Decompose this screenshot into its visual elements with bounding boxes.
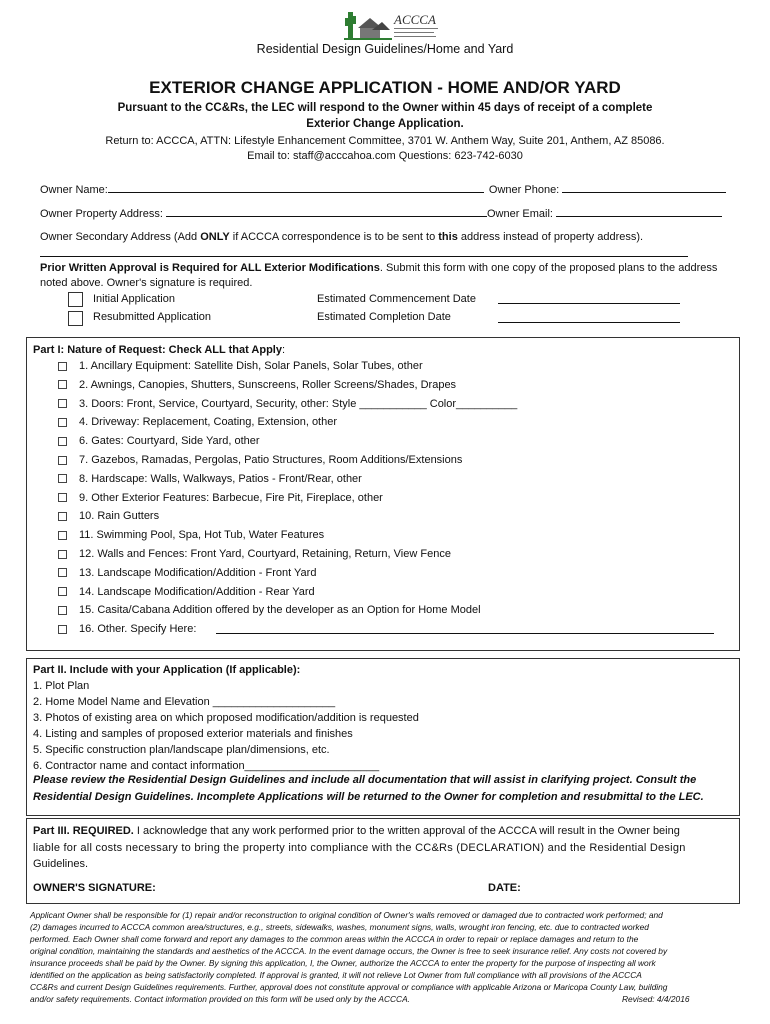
part-3-text: Part III. REQUIRED. I acknowledge that any work performed prior to the written approval of the ACCCA will result in the Owner being bbox=[33, 825, 680, 837]
part-1-item-label: 4. Driveway: Replacement, Coating, Extension, other bbox=[79, 416, 338, 429]
part-1-item-checkbox[interactable] bbox=[58, 550, 67, 559]
part-3-text-2: liable for all costs necessary to bring the property into compliance with the CC&Rs (DECLARATION) and the Residential Design bbox=[33, 842, 686, 854]
part-1-item-label: 15. Casita/Cabana Addition offered by the developer as an Option for Home Model bbox=[79, 604, 481, 617]
owner-address-row bbox=[40, 206, 722, 220]
part-1-item bbox=[58, 454, 462, 466]
secondary-address-field[interactable] bbox=[40, 256, 688, 257]
owner-email-label: Owner Email: bbox=[486, 208, 553, 220]
completion-date-field[interactable] bbox=[498, 322, 680, 323]
owner-name-field[interactable] bbox=[108, 182, 484, 193]
part-1-item bbox=[58, 492, 383, 504]
part-2-item: 4. Listing and samples of proposed exterior materials and finishes bbox=[33, 728, 353, 740]
part-2-note-1: Please review the Residential Design Guidelines and include all documentation that will assist in clarifying project. Consult the bbox=[33, 774, 697, 786]
part-1-item-label: 6. Gates: Courtyard, Side Yard, other bbox=[79, 435, 260, 448]
part-1-item bbox=[58, 379, 456, 391]
part-2-item: 2. Home Model Name and Elevation ____________________ bbox=[33, 696, 336, 708]
part-1-item-checkbox[interactable] bbox=[58, 512, 67, 521]
part-1-item-label: 9. Other Exterior Features: Barbecue, Fire Pit, Fireplace, other bbox=[79, 491, 383, 504]
part-2-item: 6. Contractor name and contact information______________________ bbox=[33, 760, 380, 772]
owner-phone-label: Owner Phone: bbox=[488, 184, 560, 196]
part-1-item-label: 10. Rain Gutters bbox=[79, 510, 160, 523]
part-3-text-3: Guidelines. bbox=[33, 858, 89, 870]
part-1-item-label: 14. Landscape Modification/Addition - Rear Yard bbox=[79, 585, 315, 598]
owner-signature-field[interactable] bbox=[160, 894, 460, 895]
part-1-item-label: 12. Walls and Fences: Front Yard, Courtyard, Retaining, Return, View Fence bbox=[79, 548, 451, 560]
approval-note-2: noted above. Owner's signature is required. bbox=[40, 277, 253, 289]
part-1-item-checkbox[interactable] bbox=[58, 474, 67, 483]
part-1-item-checkbox[interactable] bbox=[58, 437, 67, 446]
email-info: Email to: staff@acccahoa.com Questions: 623-742-6030 bbox=[247, 150, 523, 162]
commencement-date-label: Estimated Commencement Date bbox=[317, 293, 476, 305]
document-title: EXTERIOR CHANGE APPLICATION - HOME AND/OR YARD bbox=[149, 78, 621, 97]
part-1-item bbox=[58, 567, 316, 579]
accca-logo bbox=[344, 8, 440, 42]
part-2-item: 3. Photos of existing area on which proposed modification/addition is requested bbox=[33, 712, 419, 724]
date-label: DATE: bbox=[488, 882, 521, 894]
pursuant-note: Pursuant to the CC&Rs, the LEC will respond to the Owner within 45 days of receipt of a complete Exterior Change Application. bbox=[117, 102, 653, 130]
part-1-item bbox=[58, 548, 451, 560]
owner-name-row bbox=[40, 182, 726, 196]
part-1-item-checkbox[interactable] bbox=[58, 606, 67, 615]
part-1-item bbox=[58, 529, 324, 541]
part-1-item-checkbox[interactable] bbox=[58, 531, 67, 540]
logo-text: ACCCA bbox=[394, 12, 436, 27]
approval-note: Prior Written Approval is Required for ALL Exterior Modifications. Submit this form with one copy of the proposed plans to the address bbox=[40, 262, 718, 274]
part-1-item-label: 8. Hardscape: Walls, Walkways, Patios - Front/Rear, other bbox=[79, 472, 362, 485]
revised-date: Revised: 4/4/2016 bbox=[622, 994, 690, 1004]
part-1-item-checkbox[interactable] bbox=[58, 380, 67, 389]
secondary-address-note: Owner Secondary Address (Add ONLY if ACCCA correspondence is to be sent to this address instead of property address). bbox=[40, 231, 644, 243]
part-1-item bbox=[58, 360, 423, 372]
initial-application-label: Initial Application bbox=[93, 293, 175, 305]
part-2-item: 1. Plot Plan bbox=[33, 680, 90, 692]
part-1-item-checkbox[interactable] bbox=[58, 568, 67, 577]
owner-address-field[interactable] bbox=[166, 206, 487, 217]
part-1-item-checkbox[interactable] bbox=[58, 456, 67, 465]
part-2-heading: Part II. Include with your Application (If applicable): bbox=[33, 664, 301, 676]
part-1-item-checkbox[interactable] bbox=[58, 625, 67, 634]
return-info bbox=[0, 134, 770, 164]
part-2-item: 5. Specific construction plan/landscape plan/dimensions, etc. bbox=[33, 744, 330, 756]
owner-name-label: Owner Name: bbox=[40, 184, 108, 196]
owner-phone-field[interactable] bbox=[562, 182, 726, 193]
part-1-item bbox=[58, 416, 337, 428]
completion-date-label: Estimated Completion Date bbox=[317, 311, 451, 323]
part-1-item-label: 13. Landscape Modification/Addition - Front Yard bbox=[79, 566, 317, 579]
resubmitted-application-checkbox[interactable] bbox=[68, 311, 83, 326]
resubmitted-application-label: Resubmitted Application bbox=[93, 311, 212, 323]
part-1-item-checkbox[interactable] bbox=[58, 399, 67, 408]
initial-application-checkbox[interactable] bbox=[68, 292, 83, 307]
part-2-note-2: Residential Design Guidelines. Incomplete Applications will be returned to the Owner for completion and resubmittal to the LEC. bbox=[33, 791, 704, 803]
part-1-item bbox=[58, 604, 481, 616]
part-1-item-checkbox[interactable] bbox=[58, 587, 67, 596]
part-1-item-checkbox[interactable] bbox=[58, 362, 67, 371]
part-1-item-label: 16. Other. Specify Here: bbox=[79, 623, 197, 636]
logo-cactus-house-icon bbox=[344, 8, 392, 42]
part-1-item bbox=[58, 398, 517, 410]
part-1-item bbox=[58, 473, 362, 485]
part-1-item-label: 3. Doors: Front, Service, Courtyard, Security, other: Style ___________ Color__________ bbox=[79, 397, 518, 410]
disclaimer: Applicant Owner shall be responsible for (1) repair and/or reconstruction to original condition of Owner's walls removed or damaged due to contracted work performed; and (2) damages incurred to ACCCA common area/structures, e.g., streets, sidewalks, washes, monument signs, walls, wrought iron fencing, etc. due to contracted worked performed. Each Owner shall come forward and report any damages to the common areas within the ACCCA in order to repair or replace damages and return to the original condition, maintaining the standards and aesthetics of the ACCCA. In the event damage occurs, the Owner is free to seek insurance relief. Any costs not covered by insurance proceeds shall be paid by the Owner. By signing this application, I, the Owner, authorize the ACCCA to enter the property for the purpose of inspecting all work identified on the application as being satisfactorily completed. If approval is granted, it will not relieve Lot Owner from full compliance with all provisions of the ACCCA CC&Rs and current Design Guidelines requirements. Further, approval does not constitute approval or compliance with applicable Arizona or Maricopa County Law, building and/or safety requirements. Contact information provided on this form will be used only by the ACCCA. Revised: 4/4/2016 bbox=[30, 910, 690, 1004]
owner-signature-label: OWNER'S SIGNATURE: bbox=[33, 882, 156, 894]
part-1-item bbox=[58, 510, 159, 522]
part-1-item bbox=[58, 586, 315, 598]
commencement-date-field[interactable] bbox=[498, 303, 680, 304]
part-1-item-label: 7. Gazebos, Ramadas, Pergolas, Patio Structures, Room Additions/Extensions bbox=[79, 454, 463, 466]
date-field[interactable] bbox=[525, 894, 725, 895]
other-specify-field[interactable] bbox=[216, 633, 714, 634]
part-1-heading: Part I: Nature of Request: Check ALL that Apply: bbox=[33, 344, 286, 356]
part-1-item bbox=[58, 435, 260, 447]
part-1-item-label: 11. Swimming Pool, Spa, Hot Tub, Water Features bbox=[79, 529, 325, 542]
document-subtitle: Residential Design Guidelines/Home and Yard bbox=[256, 42, 514, 56]
part-1-item-checkbox[interactable] bbox=[58, 418, 67, 427]
return-address: Return to: ACCCA, ATTN: Lifestyle Enhancement Committee, 3701 W. Anthem Way, Suite 201, Anthem, AZ 85086. bbox=[105, 135, 665, 147]
part-1-item-checkbox[interactable] bbox=[58, 493, 67, 502]
owner-email-field[interactable] bbox=[556, 206, 722, 217]
part-1-item bbox=[58, 623, 196, 635]
owner-address-label: Owner Property Address: bbox=[40, 208, 163, 220]
part-1-item-label: 2. Awnings, Canopies, Shutters, Sunscreens, Roller Screens/Shades, Drapes bbox=[79, 378, 457, 391]
part-1-item-label: 1. Ancillary Equipment: Satellite Dish, Solar Panels, Solar Tubes, other bbox=[79, 360, 423, 372]
